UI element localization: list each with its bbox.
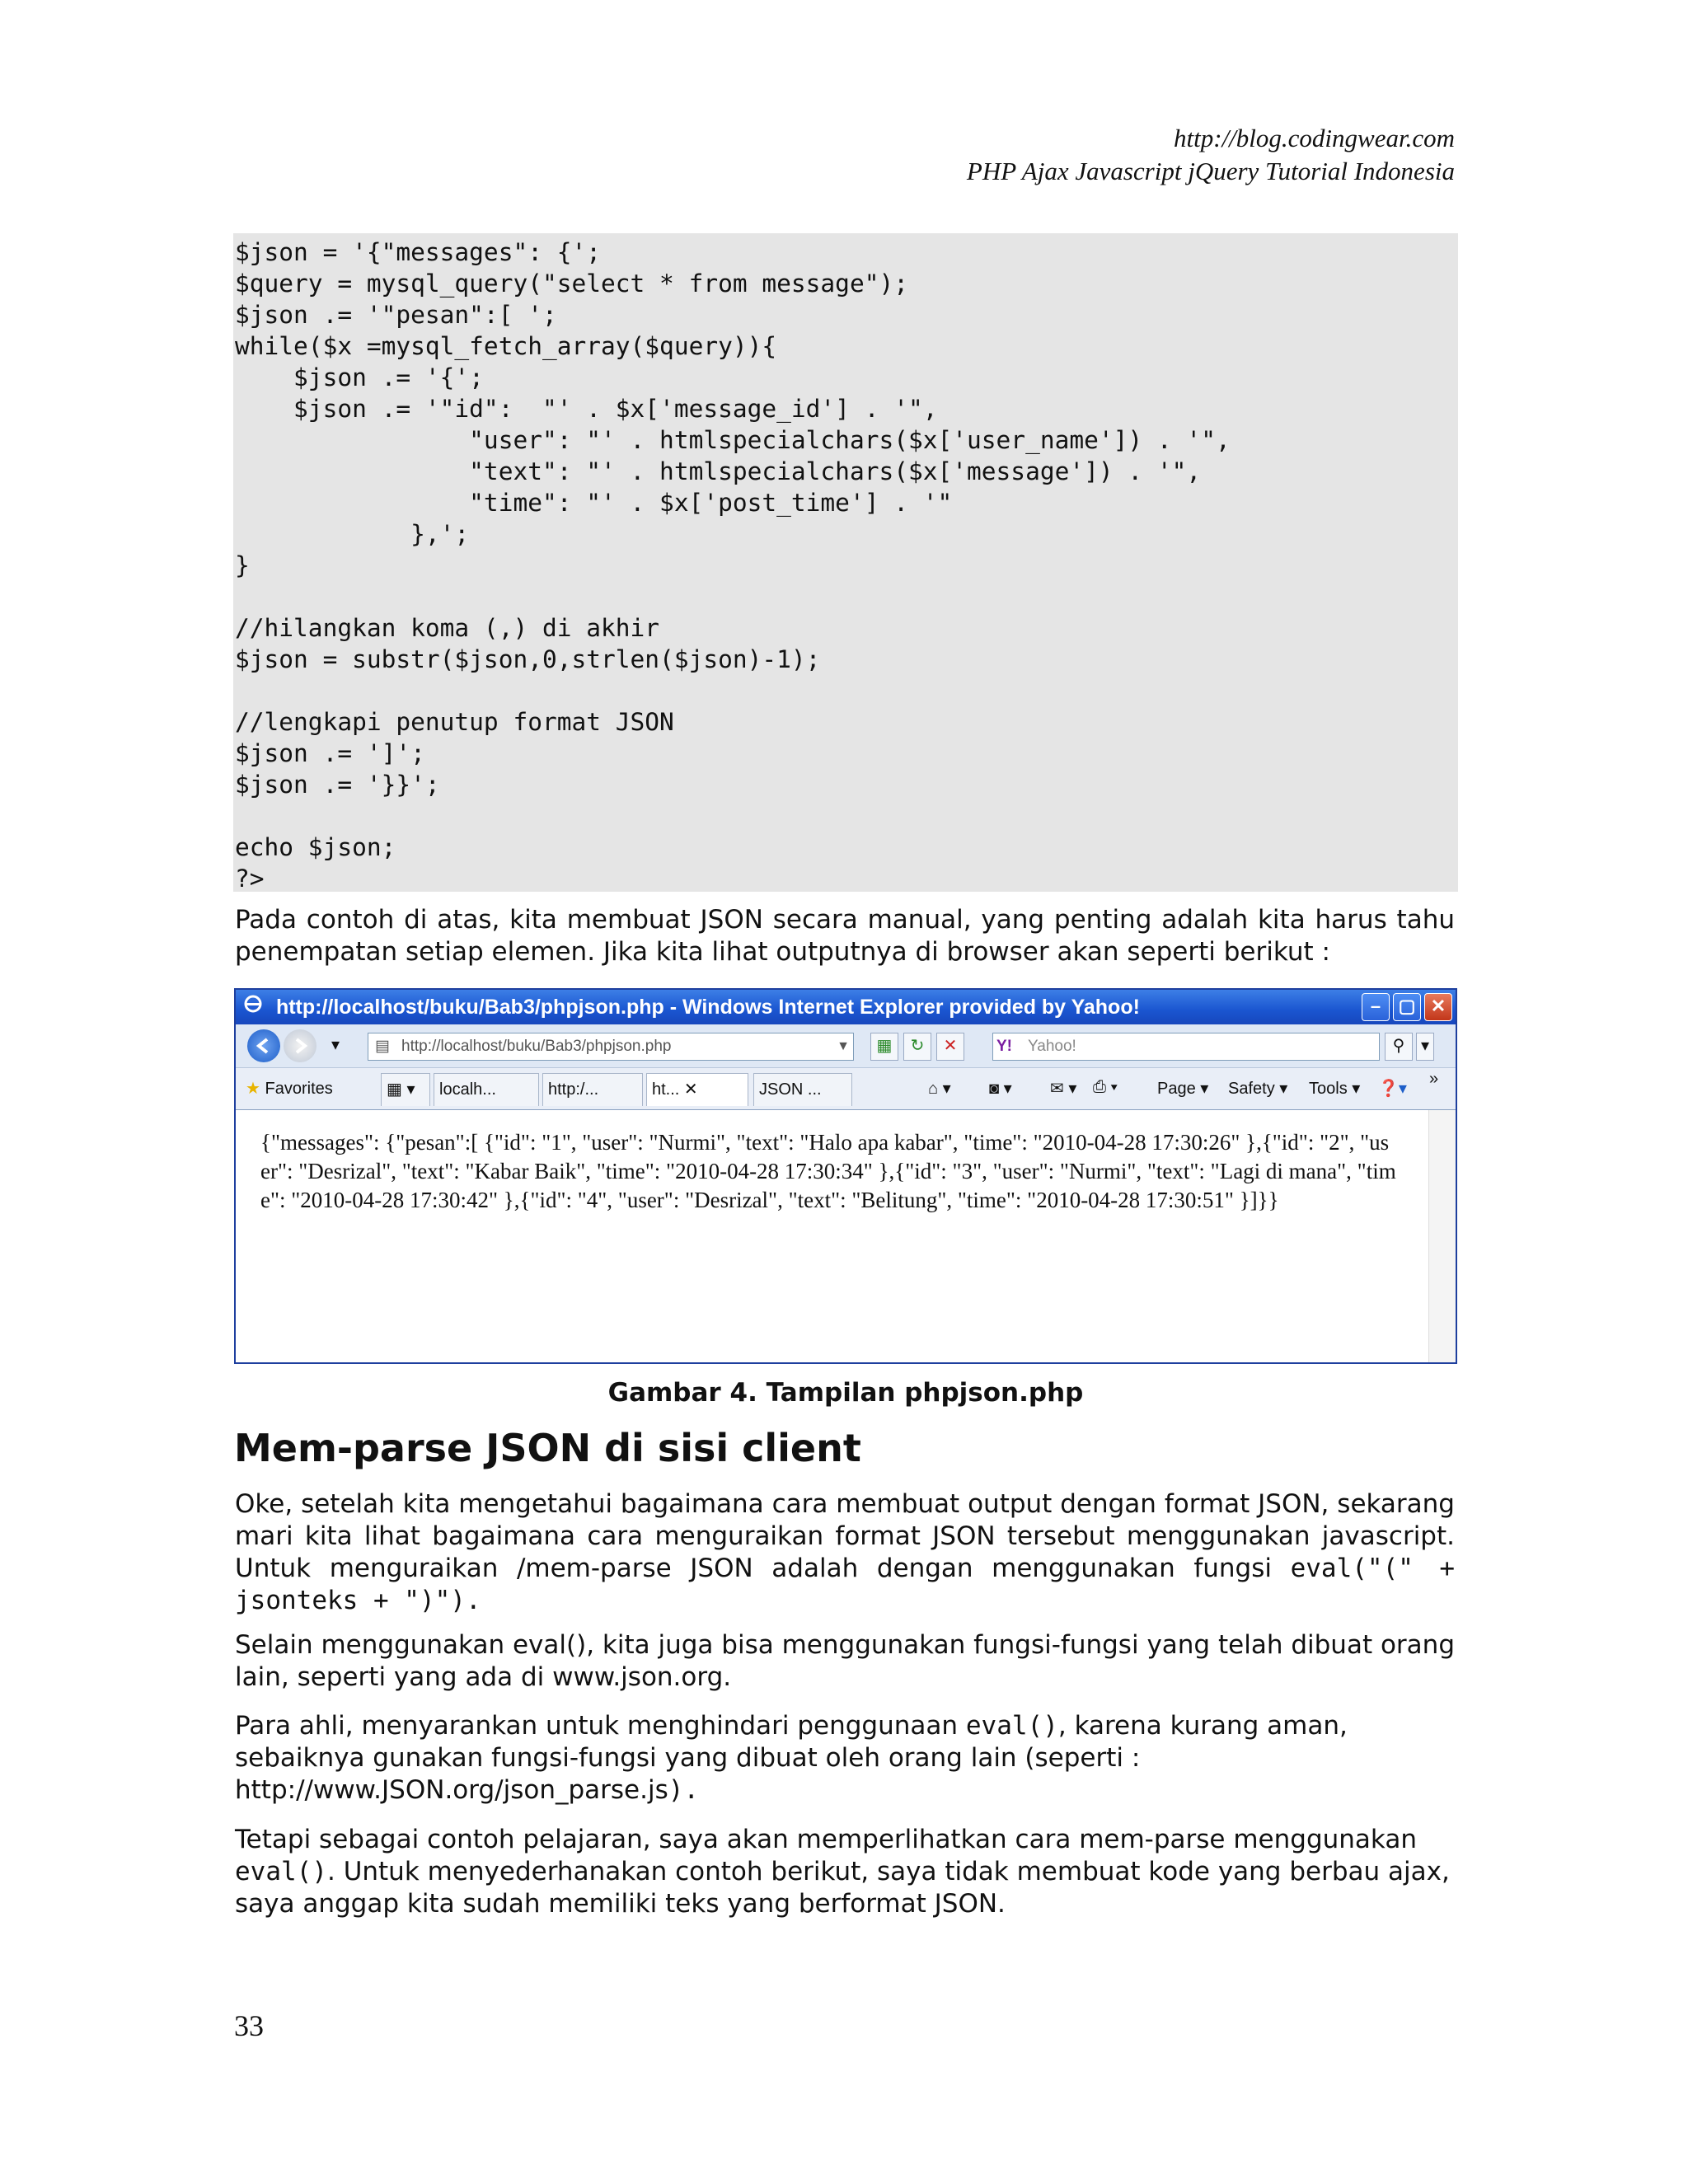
help-icon[interactable]: ❓▾ — [1378, 1080, 1407, 1098]
json-output: {"messages": {"pesan":[ {"id": "1", "user": "Nurmi", "text": "Halo apa kabar", "time": "2010-04-28 17:30:26" },{"id": "2", "user": "Desrizal", "text": "Kabar Baik", "time": "2010-04-28 17:30:34" },{"id": "3", "user": "Nurmi", "text": "Lagi di mana", "time": "2010-04-28 17:30:42" },{"id": "4", "user": "Desrizal", "text": "Belitung", "time": "2010-04-28 17:30:51" }]}} — [260, 1130, 1396, 1212]
chevron-more-icon[interactable]: » — [1429, 1070, 1439, 1088]
tab-1[interactable] — [434, 1073, 539, 1106]
para5-text-b: . Untuk menyederhanakan contoh berikut, saya tidak membuat kode yang berbau ajax, saya anggap kita sudah memiliki teks yang berformat JSON. — [235, 1857, 1450, 1919]
browser-titlebar — [236, 990, 1456, 1024]
code-line: $json = '{"messages": {'; — [235, 238, 602, 266]
search-options-icon[interactable]: ▾ — [1416, 1033, 1434, 1061]
code-line: } — [235, 551, 250, 579]
code-line — [235, 675, 1458, 706]
tools-menu[interactable]: Tools ▾ — [1309, 1080, 1361, 1098]
code-line: $json .= '{'; — [235, 363, 484, 391]
search-box[interactable] — [992, 1033, 1380, 1061]
running-header — [967, 122, 1455, 188]
browser-content — [236, 1109, 1456, 1362]
page-icon: ▤ — [375, 1038, 390, 1055]
tab-close-icon[interactable]: ✕ — [683, 1080, 698, 1099]
back-button[interactable] — [247, 1029, 280, 1062]
tab-2[interactable] — [542, 1073, 643, 1106]
favorites-button[interactable] — [246, 1078, 333, 1099]
code-line: echo $json; — [235, 833, 396, 861]
code-line: while($x =mysql_fetch_array($query)){ — [235, 332, 777, 360]
vertical-scrollbar[interactable] — [1428, 1110, 1456, 1362]
mail-icon[interactable]: ✉ ▾ — [1050, 1080, 1077, 1098]
code-line: $query = mysql_query("select * from message"); — [235, 269, 908, 298]
back-arrow-icon — [247, 1029, 280, 1062]
stop-icon[interactable]: ✕ — [936, 1033, 964, 1061]
history-dropdown-icon[interactable]: ▾ — [331, 1036, 340, 1054]
page-menu-label: Page — [1157, 1080, 1196, 1098]
tab-label: JSON ... — [759, 1080, 822, 1099]
code-line — [235, 800, 1458, 832]
paragraph-parse — [235, 1488, 1455, 1617]
para4-text-a: Para ahli, menyarankan untuk menghindari penggunaan — [235, 1711, 959, 1741]
tools-menu-label: Tools — [1309, 1080, 1348, 1098]
refresh-icon[interactable]: ↻ — [903, 1033, 931, 1061]
paragraph-example — [235, 1824, 1455, 1920]
code-line: "text": "' . htmlspecialchars($x['message']) . '", — [235, 457, 1202, 485]
browser-screenshot — [234, 988, 1457, 1364]
code-line: },'; — [235, 520, 470, 548]
forward-button[interactable] — [284, 1029, 316, 1062]
code-line: $json .= '"id": "' . $x['message_id'] . '", — [235, 395, 938, 423]
favorites-bar — [236, 1068, 1456, 1110]
page-menu[interactable]: Page ▾ — [1157, 1080, 1209, 1098]
search-icon[interactable]: ⚲ — [1385, 1033, 1413, 1061]
header-url: http://blog.codingwear.com — [1174, 124, 1455, 152]
forward-arrow-icon — [284, 1029, 316, 1062]
code-line: ?> — [235, 865, 265, 893]
tab-label: http:/... — [548, 1080, 599, 1099]
maximize-button[interactable]: ▢ — [1393, 993, 1421, 1021]
address-bar[interactable] — [368, 1033, 854, 1061]
eval-code: eval("(" + jsonteks + ")"). — [235, 1554, 1455, 1615]
code-line: $json .= ']'; — [235, 739, 425, 767]
address-text: http://localhost/buku/Bab3/phpjson.php — [401, 1038, 672, 1055]
paragraph-alternatives: Selain menggunakan eval(), kita juga bisa menggunakan fungsi-fungsi yang telah dibuat orang lain, seperti yang ada di www.json.org. — [235, 1630, 1455, 1692]
yahoo-logo-icon: Y! — [996, 1038, 1012, 1055]
figure-caption: Gambar 4. Tampilan phpjson.php — [607, 1378, 1084, 1408]
tab-label: localh... — [439, 1080, 496, 1099]
section-heading: Mem-parse JSON di sisi client — [234, 1426, 861, 1470]
code-line — [235, 581, 1458, 612]
json-parse-url: http://www.JSON.org/json_parse.js — [235, 1775, 668, 1805]
address-dropdown-icon[interactable]: ▼ — [837, 1039, 850, 1053]
para5-text-a: Tetapi sebagai contoh pelajaran, saya akan memperlihatkan cara mem-parse menggunakan — [235, 1825, 1417, 1854]
minimize-button[interactable]: – — [1362, 993, 1390, 1021]
header-subtitle: PHP Ajax Javascript jQuery Tutorial Indonesia — [966, 157, 1455, 185]
paragraph-intro: Pada contoh di atas, kita membuat JSON secara manual, yang penting adalah kita harus tahu penempatan setiap elemen. Jika kita lihat outputnya di browser akan seperti berikut : — [235, 905, 1455, 967]
code-line: $json .= '}}'; — [235, 771, 440, 799]
address-toolbar — [236, 1024, 1456, 1068]
page-number: 33 — [234, 2009, 264, 2042]
code-block — [233, 233, 1458, 892]
code-line: //hilangkan koma (,) di akhir — [235, 614, 660, 642]
browser-title: http://localhost/buku/Bab3/phpjson.php - Windows Internet Explorer provided by Yahoo! — [275, 996, 1140, 1019]
star-icon: ★ — [246, 1080, 260, 1098]
tab-label: ht... — [652, 1080, 680, 1099]
code-line: "time": "' . $x['post_time'] . '" — [235, 489, 953, 517]
eval-code: eval() — [235, 1857, 327, 1886]
compat-view-icon[interactable]: ▦ — [870, 1033, 898, 1061]
quick-tabs-button[interactable]: ▦ ▾ — [381, 1073, 430, 1106]
safety-menu[interactable]: Safety ▾ — [1228, 1080, 1288, 1098]
home-icon[interactable]: ⌂ ▾ — [928, 1080, 951, 1098]
code-line: $json = substr($json,0,strlen($json)-1); — [235, 645, 821, 673]
print-icon[interactable]: ⎙ ▾ — [1093, 1078, 1118, 1096]
search-placeholder: Yahoo! — [1028, 1038, 1076, 1055]
code-line: //lengkapi penutup format JSON — [235, 708, 674, 736]
para4-end: ). — [668, 1775, 700, 1805]
eval-code: eval() — [965, 1711, 1058, 1741]
tab-4[interactable] — [753, 1073, 852, 1106]
ie-logo-icon — [242, 991, 264, 1025]
para4-text-b: , karena kurang aman, sebaiknya gunakan fungsi-fungsi yang dibuat oleh orang lain (seperti : — [235, 1711, 1348, 1773]
feeds-icon[interactable]: ◙ ▾ — [989, 1080, 1012, 1098]
tab-3-active[interactable] — [646, 1073, 748, 1106]
code-line: $json .= '"pesan":[ '; — [235, 301, 557, 329]
paragraph-parse-text: Oke, setelah kita mengetahui bagaimana cara membuat output dengan format JSON, sekarang mari kita lihat bagaimana cara menguraikan format JSON tersebut menggunakan javascript. Untuk menguraikan /mem-parse JSON adalah dengan menggunakan fungsi — [235, 1489, 1455, 1583]
favorites-label: Favorites — [265, 1080, 333, 1098]
paragraph-warning — [235, 1710, 1455, 1807]
safety-menu-label: Safety — [1228, 1080, 1275, 1098]
close-window-button[interactable]: ✕ — [1424, 993, 1452, 1021]
code-line: "user": "' . htmlspecialchars($x['user_name']) . '", — [235, 426, 1231, 454]
